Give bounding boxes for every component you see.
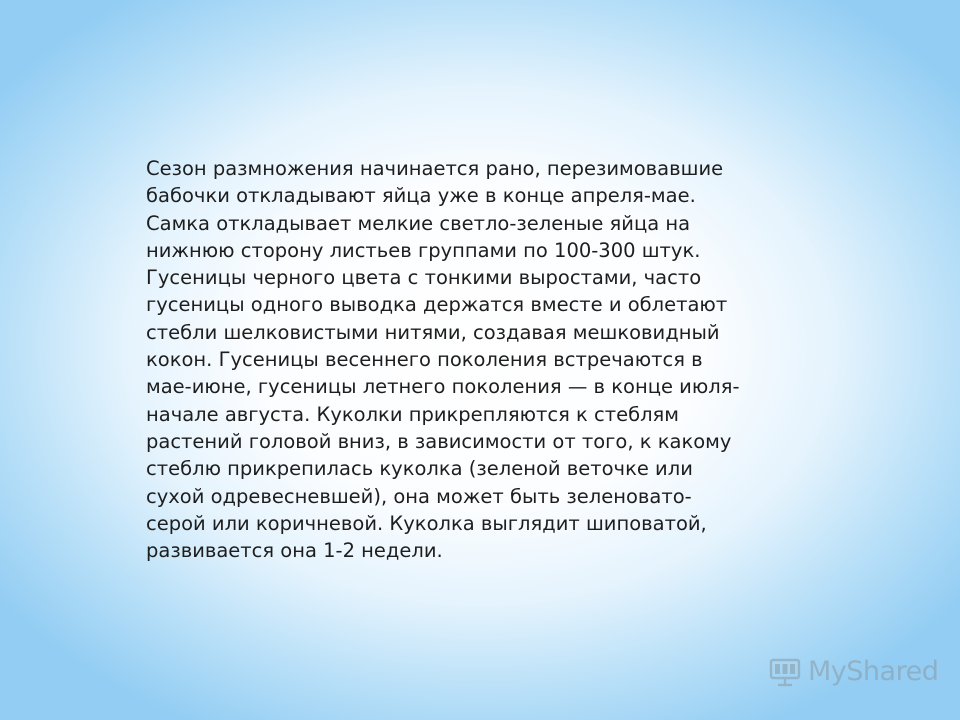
text-line: нижнюю сторону листьев группами по 100-300 штук. (146, 238, 701, 262)
text-line: Сезон размножения начинается рано, перезимовавшие (146, 157, 724, 180)
slide-body-text (146, 155, 806, 564)
text-line: серой или коричневой. Куколка выглядит шиповатой, (146, 511, 707, 535)
text-line: стеблю прикрепилась куколка (зеленой веточке или (146, 457, 693, 481)
watermark-label: MyShared (808, 656, 939, 687)
text-line: стебли шелковистыми нитями, создавая мешковидный (146, 320, 720, 344)
text-line: развивается она 1-2 недели. (146, 539, 443, 563)
text-line: мае-июне, гусеницы летнего поколения — в конце июля- (146, 375, 740, 399)
text-line: Гусеницы черного цвета с тонкими выростами, часто (146, 266, 702, 290)
text-line: гусеницы одного выводка держатся вместе и облетают (146, 293, 728, 317)
text-line: начале августа. Куколки прикрепляются к стеблям (146, 402, 679, 426)
text-line: кокон. Гусеницы весеннего поколения встречаются в (146, 348, 703, 372)
myshared-watermark (768, 654, 938, 690)
text-line: растений головой вниз, в зависимости от того, к какому (146, 429, 732, 453)
presentation-screen-icon (768, 655, 802, 689)
text-line: бабочки откладывают яйца уже в конце апреля-мае. (146, 184, 696, 208)
text-line: Самка откладывает мелкие светло-зеленые яйца на (146, 211, 691, 235)
text-line: сухой одревесневшей), она может быть зеленовато- (146, 484, 692, 508)
